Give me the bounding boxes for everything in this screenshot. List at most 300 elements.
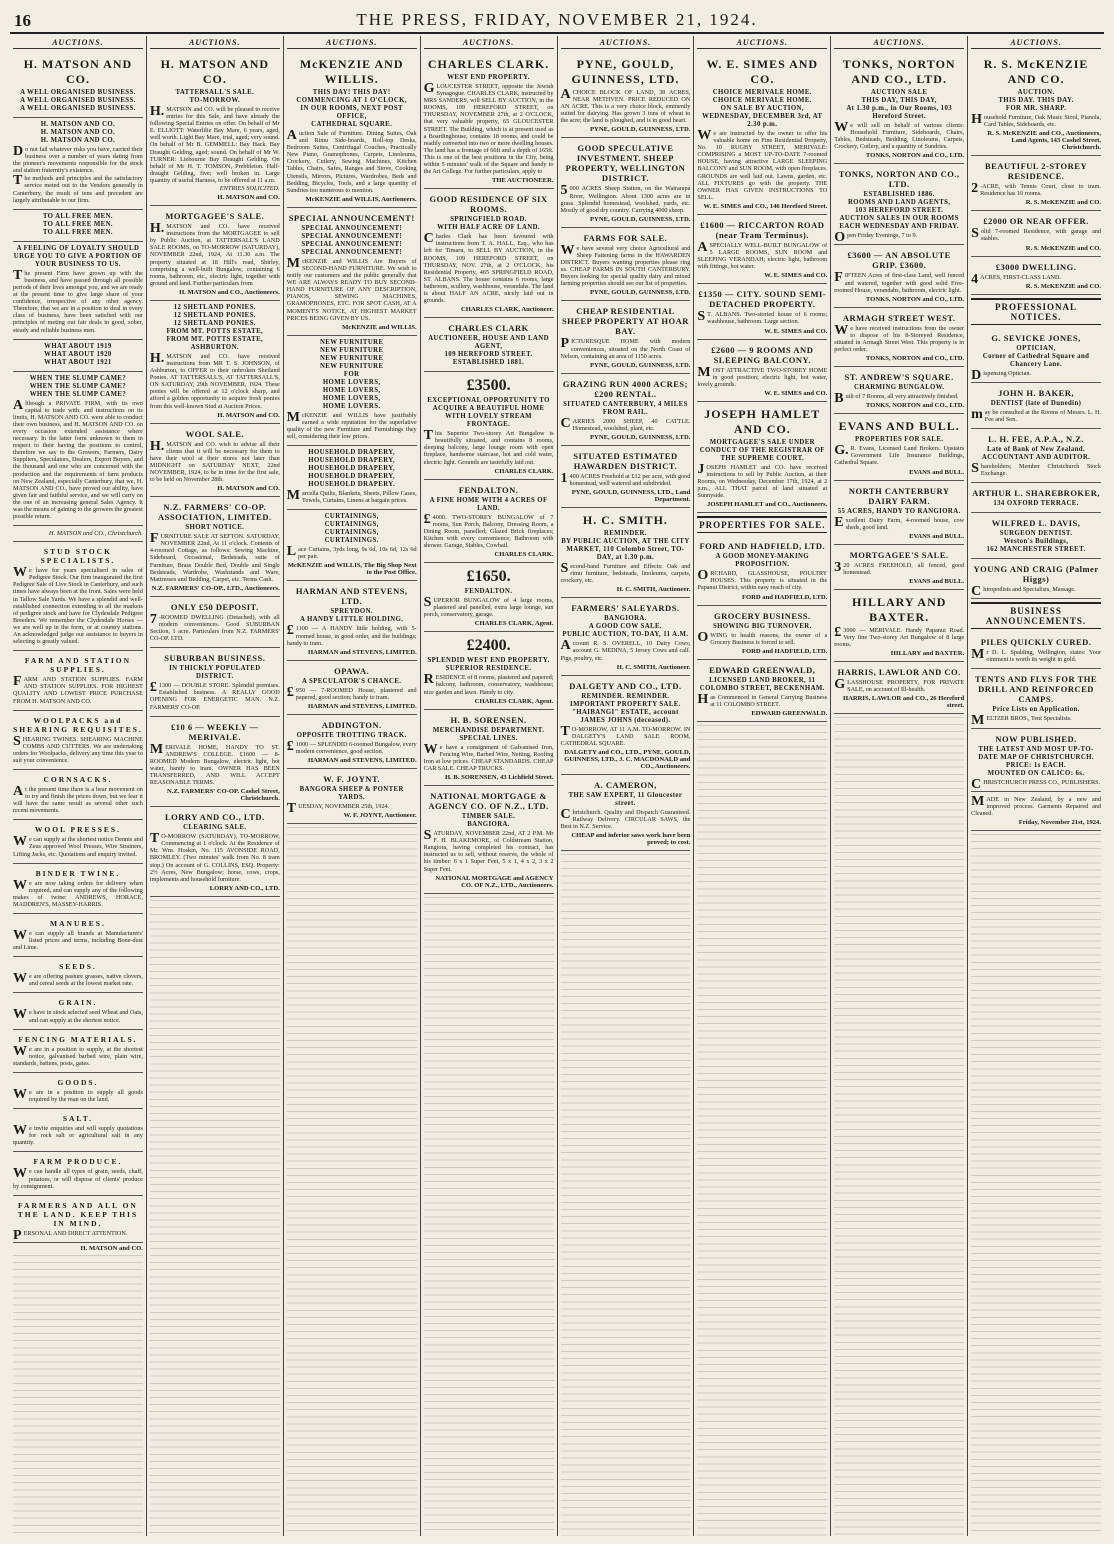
- ad-signature: McKENZIE and WILLIS.: [342, 323, 417, 331]
- ad-body-text: The present Firm have grown up with the business, and have passed through all possible periods of their lives amongst you, and we are ready at the present time to give large share of your confidence, irrespective of any other agency. Therefore, that we are in a position to deal in every class of business, have been satisfied with our principles of meting out fair deals in good, sober, steady and reliable business men.: [13, 267, 143, 334]
- ad-body-text: Second-hand Furniture and Effects: Oak and rimu furniture, bedsteads, linoleums, carpets, crockery, etc.: [560, 561, 691, 585]
- ad-signature: HARRIS, LAWLOR and CO., 26 Hereford street.: [842, 695, 965, 710]
- ad-line: WHAT ABOUT 1921: [44, 358, 112, 366]
- masthead-rule: [10, 32, 1104, 34]
- classified-section: [13, 864, 143, 914]
- ad-body-text: Auction Sale of Furniture. Dining Suites, Oak and Rimu Side-boards, Roll-top Desks, Bedroom Suites, Centrifugal Couches, Practically New Piano, Gramophones, Carpets, Linoleums, Crockery, Cutlery, Sewing Machines, Kitchen Tables, Chairs, Safes, Ranges and Stove, Cooking Utensils, Mirrors, Pictures, Wardrobes, Beds and Bedding, Bicycles, Tools, and a large quantity of Sundries too numerous to mention.: [286, 128, 417, 194]
- ad-heading: ST. ANDREW'S SQUARE.: [844, 372, 954, 383]
- ad-line: SPECIAL ANNOUNCEMENT!: [301, 248, 403, 256]
- ad-heading: SITUATED ESTIMATED HAWARDEN DISTRICT.: [573, 450, 678, 471]
- ad-heading: TENTS AND FLYS FOR THE DRILL AND REINFORCED CAMPS.: [975, 674, 1098, 705]
- ad-line: TO ALL FREE MEN.: [42, 212, 113, 220]
- section-heading: CORNSACKS.: [43, 774, 113, 784]
- advertisement: [561, 52, 691, 138]
- ad-body-text: ORCHARD, GLASSHOUSE, POULTRY HOUSES. This property is situated in the Papanui District, within easy reach of city.: [697, 568, 828, 592]
- ad-heading: PILES QUICKLY CURED.: [980, 637, 1092, 648]
- classified-section: [13, 770, 143, 820]
- section-body-text: We are offering pasture grasses, native clovers, and cereal seeds at the lowest market rate.: [13, 971, 143, 988]
- advertisement: [287, 510, 417, 581]
- masthead: [0, 0, 1114, 34]
- advertisement: [287, 208, 417, 336]
- ad-line: AUCTIONEER, HOUSE AND LAND AGENT,: [428, 335, 549, 351]
- advertisement: [150, 52, 280, 206]
- advertisement: [150, 497, 280, 597]
- ad-signature: EVANS and BULL.: [909, 532, 965, 540]
- ad-body-text: Open Friday Evenings, 7 to 9.: [834, 230, 918, 246]
- column-heading: AUCTIONS.: [13, 38, 143, 49]
- advertisement: [561, 374, 691, 446]
- ad-line: WEDNESDAY, DECEMBER 3rd, AT 2.30 p.m.: [702, 113, 823, 128]
- ad-line: 162 MANCHESTER STREET.: [986, 546, 1086, 554]
- ad-line: FROM MT. POTTS ESTATE,: [166, 327, 264, 335]
- section-body-text: We can supply at the shortest notice Dennis and Zeus approved Wool Presses, Wire Strainers, Lifting Jacks, etc. Quotations and enquiry invited.: [13, 834, 143, 858]
- ad-signature: EDWARD GREENWALD.: [751, 709, 828, 717]
- ad-signature: CHARLES CLARK, Agent.: [474, 697, 554, 705]
- ad-line: ESTABLISHED 1886.: [863, 191, 935, 199]
- advertisement: [13, 242, 143, 340]
- column-container: [10, 36, 1104, 1536]
- ad-heading: SUBURBAN BUSINESS.: [164, 653, 266, 664]
- ad-body-text: MERIVALE HOME, HANDY TO ST. ANDREW'S COLLEGE. £1600 — 8-ROOMED Modern Bungalow, electric light, hot water, handy to tram. OWNER HAS BEEN TRANSFERRED, AND WILL ACCEPT REASONABLE TERMS.: [149, 741, 280, 787]
- classified-section: [13, 1152, 143, 1195]
- ad-line: SURGEON DENTIST.: [999, 530, 1073, 538]
- ad-line: "HAIBANGI" ESTATE, account JAMES JOHNS (deceased).: [572, 708, 679, 724]
- classified-section: [13, 1073, 143, 1109]
- ad-body-text: MELTZER BROS., Tent Specialists.: [971, 713, 1072, 729]
- ad-body-text: £1000 — SPLENDID 6-roomed Bungalow, every modern convenience, good section.: [286, 738, 417, 755]
- ad-heading: HILLARY AND BAXTER.: [851, 594, 947, 624]
- ad-line: WHAT ABOUT 1920: [44, 350, 112, 358]
- ad-heading: FENDALTON.: [458, 484, 519, 495]
- section-heading: WOOLPACKS and SHEARING REQUISITES.: [13, 715, 143, 734]
- advertisement: [424, 563, 554, 632]
- column-heading: AUCTIONS.: [424, 38, 554, 49]
- ad-line: HOUSEHOLD DRAPERY,: [308, 473, 396, 481]
- ad-line: AUCTION SALE: [871, 89, 928, 96]
- ad-body-text: McKENZIE and WILLIS Are Buyers of SECOND-HAND FURNITURE. We wish to notify our customers and the public generally that WE ARE ALWAYS READY TO BUY SECOND-HAND FURNITURE OF ANY DESCRIPTION, PIANOS, SEWING MACHINES, GRAMOPHONES, ETC. FOR SPOT CASH, AT A MOMENT'S NOTICE, AT HIGHEST MARKET PRICES BEING GIVEN BY US.: [286, 255, 417, 322]
- ad-line: EXCEPTIONAL OPPORTUNITY TO ACQUIRE A BEAUTIFUL HOME WITH LOVELY STREAM FRONTAGE.: [427, 397, 550, 429]
- ad-line: 12 SHETLAND PONIES.: [173, 319, 256, 327]
- advertisement: [287, 336, 417, 446]
- ad-signature: NATIONAL MORTGAGE and AGENCY CO. OF N.Z., LTD., Auctioneers.: [435, 874, 554, 889]
- ad-line: THE LATEST AND MOST UP-TO-DATE MAP OF CHRISTCHURCH.: [978, 745, 1094, 761]
- ad-signature: HARMAN and STEVENS, LIMITED.: [307, 702, 417, 710]
- section-body-text: We are now taking orders for delivery when required, and can supply any of the following makes of twine: ANDREWS, HORACE, MADDREN'S, MASSEY-HARRIS.: [13, 877, 143, 908]
- ad-signature: H. C. SMITH, Auctioneer.: [616, 663, 691, 671]
- ad-heading: FARMS FOR SALE.: [583, 232, 668, 243]
- ad-line: 134 OXFORD TERRACE.: [993, 500, 1079, 508]
- ad-signature: CHARLES CLARK.: [494, 467, 554, 475]
- advertisement: [834, 245, 964, 307]
- ad-signature: THE AUCTIONEER.: [491, 177, 554, 185]
- section-banner: [971, 298, 1101, 325]
- ad-body-text: £1300 — DOUBLE STORE. Splendid premises. Established business. A REALLY GOOD OPENING FOR ENERGETIC MAN. N.Z. FARMERS' CO-OP.: [149, 680, 280, 711]
- ad-body-text: 1400 ACRES Freehold at £12 per acre, with good homestead, well watered and subdivided.: [560, 470, 691, 487]
- ad-heading: FARMERS' SALEYARDS.: [571, 603, 680, 614]
- ad-heading: McKENZIE AND WILLIS.: [299, 57, 404, 86]
- advertisement: [561, 301, 691, 373]
- ad-heading: NORTH CANTERBURY DAIRY FARM.: [848, 485, 950, 506]
- ad-body-text: Although a PRIVATE FIRM, with its own capital to trade with, and instructions on its limits, H. MATSON AND CO. were able to conduct their own business, and H. MATSON AND CO. on every occasion extended assistance where necessary. In the latter form unknown to them in respect to their having the positions to control, therefore we say to the Growers, Farmers, Dairy Suppliers, Speculators, Dealers, Export Buyers, and the thousand and one who are concerned with the production and the requirements of farm products on New Zealand, especially Canterbury, that we, H. MATSON AND CO., have proved our ability, have given fair and faithful service, and we will carry on the one of an increasing general Sales Agency. It was the means of gaining to the growers the greatest possible return.: [13, 397, 143, 521]
- section-body-text: FARM AND STATION SUPPLIES. FARM AND STATION SUPPLIES. FOR HIGHEST QUALITY AND LOWEST PRICE PURCHASE FROM H. MATSON AND CO.: [13, 674, 143, 705]
- advertisement: [834, 414, 964, 480]
- advertisement: [971, 729, 1101, 792]
- section-body-text: We have for years specialised in sales of Pedigree Stock. Our firm inaugurated the first Pedigree Sale of Live Stock in Canterbury, and such times have always been at the front. Sales were held in Tallow Sale Yards. We have a splendid and well-established connection extending to all the markets of pedigree stock and have for Clydesdale Pedigree Breeders. We remember the Clydesdale Horses — we are well up in the form, or at country stations. An acknowledged judge our assistance to buyers in selecting is greatly valued.: [13, 565, 143, 646]
- ad-line: REMINDER. REMINDER.: [581, 692, 670, 700]
- ad-line: SPLENDID WEST END PROPERTY. SUPERIOR RESIDENCE.: [427, 657, 550, 673]
- ad-heading: £1600 — RICCARTON ROAD (near Tram Terminus).: [700, 219, 825, 240]
- advertisement: [834, 662, 964, 714]
- ad-signature: CHARLES CLARK.: [494, 551, 554, 559]
- ad-body-text: G.R. Evans, Licensed Land Brokers. Upstairs Government Life Insurance Buildings, Cathedral Square.: [834, 443, 965, 467]
- section-heading: STUD STOCK SPECIALISTS.: [40, 547, 116, 566]
- ad-heading: OPAWA.: [334, 665, 370, 676]
- ad-body-text: TO-MORROW, AT 11 A.M. TO-MORROW. IN DALGETY'S LAND SALE ROOM, CATHEDRAL SQUARE.: [560, 723, 691, 747]
- ad-signature: R. S. McKENZIE and CO.: [1025, 199, 1101, 207]
- ad-signature: H. MATSON and CO.: [217, 485, 280, 493]
- ad-line: CHOICE MERIVALE HOME.: [712, 97, 812, 104]
- section-heading: FENCING MATERIALS.: [18, 1034, 138, 1044]
- ad-body-text: 5000 ACRES Sheep Station, on the Wairarapa River, Wellington. About 1300 acres are in grass. Splendid homestead, woolshed, yards, etc. Mostly of good dry country. Carrying 4000 sheep.: [560, 183, 691, 214]
- advertisement: [287, 446, 417, 510]
- advertisement: [971, 513, 1101, 559]
- advertisement: [561, 676, 691, 775]
- ad-heading: EVANS AND BULL.: [838, 419, 960, 434]
- advertisement: [424, 189, 554, 318]
- ad-line: HOUSEHOLD DRAPERY,: [308, 449, 396, 457]
- advertisement: [971, 429, 1101, 483]
- ad-line: AUCTION SALES IN OUR ROOMS EACH WEDNESDAY AND FRIDAY.: [839, 215, 959, 231]
- ad-heading: MORTGAGEE'S SALE.: [849, 549, 949, 560]
- ad-heading: SPECIAL ANNOUNCEMENT!: [288, 212, 415, 223]
- advertisement: [971, 211, 1101, 256]
- ad-body-text: 320 ACRES FREEHOLD, all fenced, good homestead.: [834, 559, 965, 576]
- advertisement: [697, 215, 827, 284]
- ad-heading: H. B. SORENSEN.: [450, 714, 527, 725]
- advertisement: [287, 661, 417, 715]
- advertisement: [697, 660, 827, 722]
- small-print-texture: [424, 897, 554, 1536]
- section-body-text: We are in a position to supply all goods required by the man on the land.: [13, 1086, 143, 1104]
- ad-line: HOME LOVERS,: [322, 386, 381, 394]
- ad-signature: McKENZIE and WILLIS, Auctioneers.: [305, 195, 417, 203]
- ad-heading: £2600 — 9 ROOMS AND SLEEPING BALCONY.: [711, 344, 814, 365]
- advertisement: [971, 483, 1101, 513]
- advertisement: [971, 632, 1101, 669]
- ad-body-text: H.MATSON and CO. have received instructions from the MORTGAGEE to sell by Public Auction, at TATTERSALL'S LAND SALE ROOMS, on TO-MORROW (SATURDAY), NOVEMBER 22nd, 1924, At 11.30 a.m. The property situated at 18 Hill's road, Shirley, comprising a well-built Bungalow, containing 6 rooms, bathroom, etc., electric light, together with ground and land. Further particulars from: [149, 221, 280, 287]
- ad-body-text: RESIDENCE of 8 rooms, plastered and papered; balcony, bathroom, conservatory, washhouse; nice garden and lawn. Handy to city.: [423, 672, 554, 696]
- classified-section: [13, 993, 143, 1029]
- ad-signature: H. MATSON and CO., Auctioneers.: [179, 288, 280, 296]
- ad-line: SITUATED CANTERBURY, 4 MILES FROM RAIL.: [563, 400, 688, 416]
- ad-line: Corner of Cathedral Square and Chancery Lane.: [982, 352, 1090, 368]
- ad-signature: PYNE, GOULD, GUINNESS, LTD.: [590, 126, 691, 134]
- ad-line: WEST END PROPERTY.: [447, 74, 530, 81]
- small-print-texture: [13, 1255, 143, 1536]
- ad-line: ON SALE BY AUCTION,: [720, 105, 804, 112]
- advertisement: [971, 383, 1101, 429]
- ad-note: ENTRIES SOLICITED.: [219, 185, 280, 193]
- ad-heading: GOOD SPECULATIVE INVESTMENT. SHEEP PROPERTY, WELLINGTON DISTRICT.: [565, 143, 686, 184]
- ad-line: 55 ACRES, HANDY TO RANGIORA.: [837, 507, 961, 515]
- ad-heading: YOUNG AND CRAIG (Palmer Higgs): [973, 564, 1099, 585]
- ad-line: NEW FURNITURE: [319, 346, 384, 354]
- ad-line: HOME LOVERS,: [322, 394, 381, 402]
- advertisement: [13, 52, 143, 118]
- ad-heading: BUSINESS ANNOUNCEMENTS.: [971, 602, 1101, 629]
- section-banner: [697, 516, 827, 533]
- ad-heading: H. MATSON AND CO.: [23, 57, 133, 86]
- classified-section: [13, 542, 143, 651]
- column-heading: AUCTIONS.: [561, 38, 691, 49]
- ad-heading: BEAUTIFUL 2-STOREY RESIDENCE.: [984, 161, 1088, 182]
- ad-signature: HARMAN and STEVENS, LIMITED.: [307, 648, 417, 656]
- ad-line: PROPERTIES FOR SALE.: [854, 436, 944, 444]
- ad-line: PUBLIC AUCTION, TO-DAY, 11 A.M.: [562, 631, 689, 639]
- ad-signature: EVANS and BULL.: [909, 577, 965, 585]
- advertisement: [834, 545, 964, 590]
- column-heading: AUCTIONS.: [287, 38, 417, 49]
- ad-heading: L. H. FEE, A.P.A., N.Z.: [988, 433, 1085, 444]
- ad-body-text: FURNITURE SALE AT SEFTON. SATURDAY, NOVEMBER 22nd, At 11 o'clock. Contents of 4-roomed Cottage, as follows: Sewing Machine, Sideboard, Occasional, Bedsteads, suite of Furniture, Brass Double Bed, Double and Single Bedsteads, Wardrobe, Washstands and Ware, Mattresses and Bedding, Carpet, etc. Terms Cash.: [149, 531, 280, 583]
- advertisement: [697, 284, 827, 339]
- ad-signature: FORD and HADFIELD, LTD.: [741, 647, 828, 655]
- ad-signature: CHARLES CLARK, Auctioneer.: [461, 306, 554, 314]
- ad-heading: HARMAN AND STEVENS, LTD.: [295, 586, 408, 607]
- ad-heading: H. C. SMITH.: [582, 513, 668, 528]
- ad-signature: TONKS, NORTON and CO., LTD.: [865, 152, 965, 160]
- advertisement: [150, 597, 280, 648]
- ad-line: HOME LOVERS,: [322, 378, 381, 386]
- ad-body-text: CARRIES 2000 SHEEP, 40 CATTLE. Homestead, woolshed, plant, etc.: [560, 415, 691, 432]
- advertisement: [697, 340, 827, 402]
- ad-signature: TONKS, NORTON and CO., LTD.: [865, 402, 965, 410]
- ad-signature: H. MATSON and CO.: [217, 411, 280, 419]
- ad-line: CLEARING SALE.: [183, 824, 247, 832]
- column-3: [284, 36, 421, 1536]
- advertisement: [13, 340, 143, 372]
- ad-heading: HARRIS, LAWLOR AND CO.: [837, 667, 961, 678]
- ad-line: FOR MR. SHARP.: [1005, 105, 1067, 112]
- ad-body-text: £1100 — A HANDY little holding, with 5-roomed house, in good order, and the buildings; handy to tram.: [286, 623, 417, 647]
- ad-signature: LORRY AND CO., LTD.: [209, 884, 280, 892]
- ad-line: SHOWING BIG TURNOVER.: [712, 622, 812, 630]
- ad-line: THIS DAY. THIS DAY.: [998, 97, 1074, 104]
- ad-line: CHARMING BUNGALOW.: [853, 384, 945, 392]
- column-2: [147, 36, 284, 1536]
- ad-line: THIS DAY! THIS DAY!: [312, 89, 391, 96]
- advertisement: [834, 164, 964, 245]
- advertisement: [697, 536, 827, 605]
- classified-section: [13, 914, 143, 957]
- advertisement: [287, 715, 417, 769]
- advertisement: [13, 526, 143, 542]
- ad-body-text: Marcella Quilts, Blankets, Sheets, Pillow Cases, Towels, Curtains, Linens at bargain prices.: [286, 488, 417, 505]
- section-heading: GRAIN.: [58, 998, 98, 1008]
- ad-line: MOUNTED ON CALICO: 6s.: [987, 769, 1085, 777]
- ad-line: CURTAININGS,: [324, 529, 379, 537]
- classified-section: [13, 957, 143, 993]
- ad-signature: HARMAN and STEVENS, LIMITED.: [307, 757, 417, 765]
- newspaper-title: THE PRESS, FRIDAY, NOVEMBER 21, 1924.: [356, 10, 758, 29]
- ad-line: IN OUR ROOMS, NEXT POST OFFICE,: [300, 105, 403, 120]
- ad-body-text: Mr D. L. Spalding, Wellington, states: Your ointment is worth its weight in gold.: [971, 647, 1101, 664]
- ad-heading: CHEAP RESIDENTIAL SHEEP PROPERTY AT HOAR BAY.: [561, 306, 689, 337]
- small-print-texture: [287, 827, 417, 1536]
- ad-line: TO-MORROW.: [189, 97, 241, 104]
- ad-body-text: JOSEPH HAMLET and CO. have received instructions to sell by Public Auction, at their Rooms, on Wednesday, December 17th, 1924, at 2 p.m., ALL THAT parcel of land situated at Sunnyside.: [697, 461, 828, 500]
- ad-body-text: H.MATSON and CO. will be pleased to receive entries for this Sale, and have already the following Special Entries on offer. On behalf of Mr E. ELLIOTT: Waterlilie Bay Mare, 6 years, aged, well worth. Light Bay Mare, trial, aged; very sound. On behalf of Mr B. GEMMELL: Bay Hack. Bay Draught Gelding, aged; sound. On behalf of Mr W. TURNER: Liebourne Bay Draught Gelding. On behalf of Mr H. T. TOMSON, Prebbleton. Half-draught Gelding, five; well broken in. Large quantity of useful Harness, to be offered at 11 a.m.: [149, 104, 280, 184]
- ad-line: COMMENCING AT 1 O'CLOCK,: [296, 97, 407, 104]
- ad-body-text: CHRISTCHURCH PRESS CO., PUBLISHERS.: [971, 776, 1101, 792]
- column-heading: AUCTIONS.: [834, 38, 964, 49]
- ad-heading: £1650.: [466, 568, 511, 586]
- ad-body-text: We will sell on behalf of various clients: Household Furniture, Sideboards, Chairs, Tables, Bedsteads, Bedding, Linoleums, Carpets, Crockery, Cutlery, and a quantity of Sundries.: [834, 120, 965, 151]
- ad-body-text: £4000. TWO-STOREY BUNGALOW of 7 rooms, Sun Porch, Balcony, Dressing Room, a Dining Room, panelled; Glazed Brick fireplaces; Kitchen with every convenience; Bathroom with shower. Garage, Stables, Cowbail.: [423, 511, 554, 549]
- ad-signature: W. E. SIMES and CO.: [764, 327, 828, 335]
- ad-line: A HANDY LITTLE HOLDING.: [300, 616, 404, 624]
- advertisement: [834, 481, 964, 545]
- ad-heading: GOOD RESIDENCE OF SIX ROOMS.: [429, 194, 548, 215]
- column-7: [831, 36, 968, 1536]
- ad-line: H. MATSON AND CO.: [40, 137, 116, 144]
- ad-line: Weston's Buildings,: [1003, 538, 1069, 546]
- ad-line: BANGIORA.: [604, 615, 647, 623]
- advertisement: [287, 581, 417, 660]
- ad-line: A GOOD COW SALE.: [588, 623, 662, 631]
- ad-body-text: MADE in New Zealand, by a new and improved process. Garments Repaired and Cleaned.: [971, 793, 1101, 817]
- section-body-text: SHEARING TWINES. SHEARING MACHINE COMBS AND CUTTERS. We are undertaking orders for Woolpacks, delivery any time this year to suit your convenience.: [13, 733, 143, 764]
- advertisement: [150, 206, 280, 301]
- small-print-texture: [150, 900, 280, 1536]
- advertisement: [150, 301, 280, 424]
- ad-heading: EDWARD GREENWALD,: [709, 664, 816, 675]
- ad-line: WHEN THE SLUMP CAME?: [29, 390, 127, 398]
- advertisement: [561, 508, 691, 598]
- ad-body-text: Dispensing Optician.: [971, 367, 1032, 383]
- ad-line: TO ALL FREE MEN.: [42, 220, 113, 228]
- ad-signature: PYNE, GOULD, GUINNESS, LTD.: [590, 433, 691, 441]
- ad-heading: CHARLES CLARK: [448, 323, 529, 334]
- ad-body-text: Charles Clark has been favoured with instructions from T. A. HALL, Esq., who has left for Timaru, to SELL BY AUCTION, in the ROOMS, 109 HEREFORD STREET, on THURSDAY, NOV. 27th, at 2 O'CLOCK, his Residential Property, 465 SPRINGFIELD ROAD, ST. ALBANS. The house contains 6 rooms, large bathroom, scullery, washhouse, verandahs. The land is about HALF AN ACRE, nicely laid out in grounds.: [423, 231, 554, 305]
- ad-body-text: 4ACRES, FIRST-CLASS LAND.: [971, 271, 1062, 287]
- ad-line: NEW FURNITURE: [319, 338, 384, 346]
- ad-line: SPECIAL LINES.: [459, 734, 518, 742]
- ad-heading: WILFRED L. DAVIS,: [991, 518, 1081, 529]
- ad-body-text: H.MATSON and CO. wish to advise all their clients that it will be necessary for them to have their wool at their stores not later than MIDNIGHT on SATURDAY NEXT, 22nd NOVEMBER, 1924, to be in time for the first sale, to be held on November 28th.: [149, 438, 280, 484]
- ad-signature: HILLARY and BAXTER.: [890, 650, 965, 658]
- ad-heading: £2400.: [466, 637, 511, 655]
- ad-line: HOUSEHOLD DRAPERY,: [308, 457, 396, 465]
- ad-line: H. MATSON AND CO.: [40, 121, 116, 128]
- ad-line: TATTERSALL'S SALE.: [175, 89, 255, 96]
- ad-line: DENTIST (late of Dunedin): [990, 399, 1082, 407]
- ad-line: AUCTION.: [1017, 89, 1055, 96]
- ad-line: SPECIAL ANNOUNCEMENT!: [301, 224, 403, 232]
- ad-heading: N.Z. FARMERS' CO-OP. ASSOCIATION, LIMITED.: [158, 502, 272, 523]
- ad-signature: W. E. SIMES and CO.: [764, 272, 828, 280]
- ad-signature: FORD and HADFIELD, LTD.: [741, 593, 828, 601]
- advertisement: [697, 606, 827, 660]
- advertisement: [834, 367, 964, 414]
- ad-body-text: We are instructed by the owner to offer his valuable home on Fine Residential Property, No. 10 RUGBY STREET, MERIVALE: COMPRISING a MOST UP-TO-DATE 7-roomed HOUSE, having attractive LARGE SLEEPING BALCONY and SUN ROOM, with open fireplaces. GROUNDS are well laid out. Lawns, garden, etc. ALL FIXTURES go with the property. THE OWNER HAS GIVEN INSTRUCTIONS TO SELL.: [697, 128, 828, 201]
- ad-line: THE SAW EXPERT, 11 Gloucester street.: [568, 791, 683, 807]
- section-heading: FARM AND STATION SUPPLIES.: [24, 656, 132, 675]
- ad-heading: LORRY AND CO., LTD.: [164, 812, 265, 823]
- ad-body-text: We have received instructions from the owner to dispose of his 8-Storeyed Residence, situated in Armagh Street West. This property is in perfect order.: [834, 322, 965, 354]
- ad-heading: PROFESSIONAL NOTICES.: [971, 298, 1101, 325]
- ad-signature: TONKS, NORTON and CO., LTD.: [865, 295, 965, 303]
- ad-line: SHORT NOTICE.: [185, 524, 245, 532]
- ad-line: FENDALTON.: [464, 588, 513, 596]
- ad-body-text: SUPERIOR BUNGALOW of 4 large rooms, plastered and panelled, extra large lounge, sun porch, conservatory, garage.: [423, 595, 554, 619]
- advertisement: [971, 328, 1101, 383]
- ad-line: ESTABLISHED 1881.: [452, 359, 525, 367]
- ad-heading: G. SEVICKE JONES,: [991, 332, 1081, 343]
- ad-body-text: £3000 — MERIVALE. Handy Papanui Road. Very fine Two-storey Art Bungalow of 8 large rooms.: [834, 624, 965, 649]
- advertisement: [424, 632, 554, 709]
- section-heading: SALT.: [62, 1114, 94, 1124]
- ad-signature: W. E. SIMES and CO., 146 Hereford Street.: [703, 202, 828, 210]
- ad-line: IN THICKLY POPULATED DISTRICT.: [169, 665, 261, 681]
- ad-line: IMPORTANT PROPERTY SALE.: [570, 700, 681, 708]
- advertisement: [424, 52, 554, 189]
- advertisement: [424, 710, 554, 786]
- ad-heading: NATIONAL MORTGAGE & AGENCY CO. OF N.Z., LTD.: [428, 791, 549, 812]
- advertisement: [13, 210, 143, 242]
- ad-heading: JOSEPH HAMLET AND CO.: [704, 406, 821, 436]
- advertisement: [561, 228, 691, 302]
- ad-body-text: This Superior Two-storey Art Bungalow is beautifully situated, and contains 8 rooms, sleeping balcony, large lounge room with open fireplace, handsome staircase, hot and cold water, electric light. Grounds are tastefully laid out.: [423, 428, 554, 466]
- column-6: [694, 36, 831, 1536]
- ad-body-text: ACHOICE BLOCK OF LAND, 38 ACRES, NEAR METHVEN. PRICE REDUCED ON AN ACRE. This is a very choice block, eminently suited for dairying. Has grown 3 tons of wheat to the acre; the land is ploughed, and is in good heart.: [560, 87, 691, 125]
- classified-section: [13, 1196, 143, 1243]
- ad-heading: £10 6 — WEEKLY — MERIVALE.: [171, 721, 259, 742]
- ad-heading: DALGETY AND CO., LTD.: [569, 680, 682, 691]
- section-heading: FARMERS AND ALL ON THE LAND. KEEP THIS IN MIND.: [17, 1200, 139, 1228]
- advertisement: [971, 792, 1101, 831]
- section-body-text: We have in stock selected seed Wheat and Oats, and can supply at the shortest notice.: [13, 1007, 143, 1024]
- ad-signature: H. MATSON and CO.: [217, 194, 280, 202]
- ad-heading: £3600 — AN ABSOLUTE GRIP. £3600.: [847, 250, 951, 271]
- ad-heading: ONLY £50 DEPOSIT.: [170, 601, 259, 612]
- ad-line: WHEN THE SLUMP CAME?: [29, 382, 127, 390]
- advertisement: [287, 52, 417, 208]
- ad-heading: NOW PUBLISHED.: [995, 733, 1077, 744]
- classified-section: [13, 711, 143, 770]
- small-print-texture: [561, 854, 691, 1536]
- ad-line: HOUSEHOLD DRAPERY.: [308, 481, 396, 489]
- ad-note: H. MATSON and CO., Christchurch.: [48, 530, 143, 538]
- ad-heading: £2000 OR NEAR OFFER.: [983, 216, 1089, 227]
- ad-body-text: Shareholders; Member Christchurch Stock Exchange.: [971, 460, 1101, 478]
- advertisement: [13, 372, 143, 527]
- ad-signature: W. F. JOYNT, Auctioneer.: [343, 812, 417, 820]
- page-number: 16: [14, 11, 31, 30]
- ad-body-text: We have several very choice Agricultural and Sheep Fattening farms in the HAWARDEN DISTRICT. Buyers wanting properties please ring us. CHEAP FARMS IN SOUTH CANTERBURY. Buyers looking for special quality dairy and mixed farming properties should see our list of properties.: [560, 242, 691, 288]
- ad-heading: A. CAMERON,: [594, 779, 657, 790]
- ad-body-text: Account R. S. OVERELL, 10 Dairy Cows; account G. MEDINA, 5 Jersey Cows and calf. Pigs, poultry, etc.: [560, 638, 691, 662]
- section-banner: [971, 602, 1101, 629]
- ad-heading: FORD AND HADFIELD, LTD.: [699, 541, 826, 552]
- ad-line: CURTAININGS,: [324, 513, 379, 521]
- ad-signature: R. S. McKENZIE and CO.: [1025, 244, 1101, 252]
- ad-line: PRICE: 1s EACH.: [1005, 761, 1067, 769]
- column-heading: AUCTIONS.: [697, 38, 827, 49]
- section-body-text: We can handle all types of grain, seeds, chaff, potatoes, or will dispose of clients' produce by consignment.: [13, 1166, 143, 1190]
- ad-heading: ARTHUR L. SHAREBROKER,: [972, 488, 1100, 499]
- ad-signature: R. S. McKENZIE and CO., Auctioneers, Land Agents, 143 Cashel Street, Christchurch.: [987, 130, 1101, 152]
